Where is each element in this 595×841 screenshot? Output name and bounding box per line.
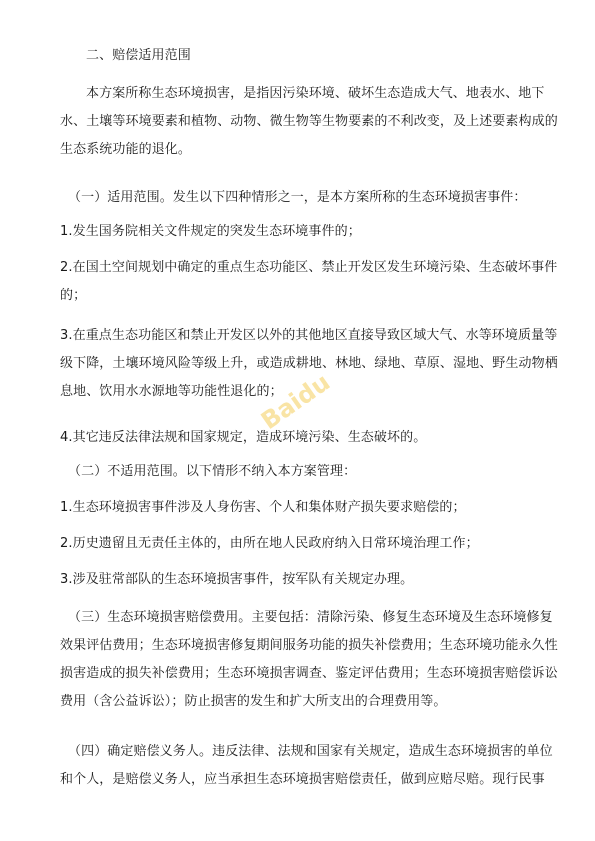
paragraph-obligor: （四）确定赔偿义务人。违反法律、法规和国家有关规定，造成生态环境损害的单位和个人，是赔偿义务人，应当承担生态环境损害赔偿责任，做到应赔尽赔。现行民事	[60, 744, 553, 787]
list-item-scope-4: 4.其它违反法律法规和国家规定，造成环境污染、生态破坏的。	[60, 430, 427, 445]
paragraph-scope-heading: （一）适用范围。发生以下四种情形之一，是本方案所称的生态环境损害事件：	[68, 190, 527, 205]
list-item-exclusion-2: 2.历史遗留且无责任主体的，由所在地人民政府纳入日常环境治理工作；	[60, 536, 479, 551]
section-heading: 二、赔偿适用范围	[86, 48, 191, 63]
list-item-exclusion-3: 3.涉及驻常部队的生态环境损害事件，按军队有关规定办理。	[60, 572, 414, 587]
paragraph-definition: 本方案所称生态环境损害，是指因污染环境、破坏生态造成大气、地表水、地下水、土壤等环境要素和植物、动物、微生物等生物要素的不利改变，及上述要素构成的生态系统功能的退化。	[60, 86, 558, 157]
watermark-logo: Baidu	[256, 367, 336, 436]
list-item-scope-1: 1.发生国务院相关文件规定的突发生态环境事件的；	[60, 224, 361, 239]
list-item-exclusion-1: 1.生态环境损害事件涉及人身伤害、个人和集体财产损失要求赔偿的；	[60, 500, 466, 515]
list-item-scope-2: 2.在国土空间规划中确定的重点生态功能区、禁止开发区发生环境污染、生态破坏事件的；	[60, 260, 558, 303]
paragraph-exclusion-heading: （二）不适用范围。以下情形不纳入本方案管理：	[68, 464, 357, 479]
list-item-scope-3: 3.在重点生态功能区和禁止开发区以外的其他地区直接导致区域大气、水等环境质量等级下降，土壤环境风险等级上升，或造成耕地、林地、绿地、草原、湿地、野生动物栖息地、饮用水水源地等功能性退化的；	[60, 328, 558, 399]
paragraph-compensation-costs: （三）生态环境损害赔偿费用。主要包括：清除污染、修复生态环境及生态环境修复效果评估费用；生态环境损害修复期间服务功能的损失补偿费用；生态环境功能永久性损害造成的损失补偿费用；生态环境损害调查、鉴定评估费用；生态环境损害赔偿诉讼费用（含公益诉讼）；防止损害的发生和扩大所支出的合理费用等。	[60, 610, 558, 709]
